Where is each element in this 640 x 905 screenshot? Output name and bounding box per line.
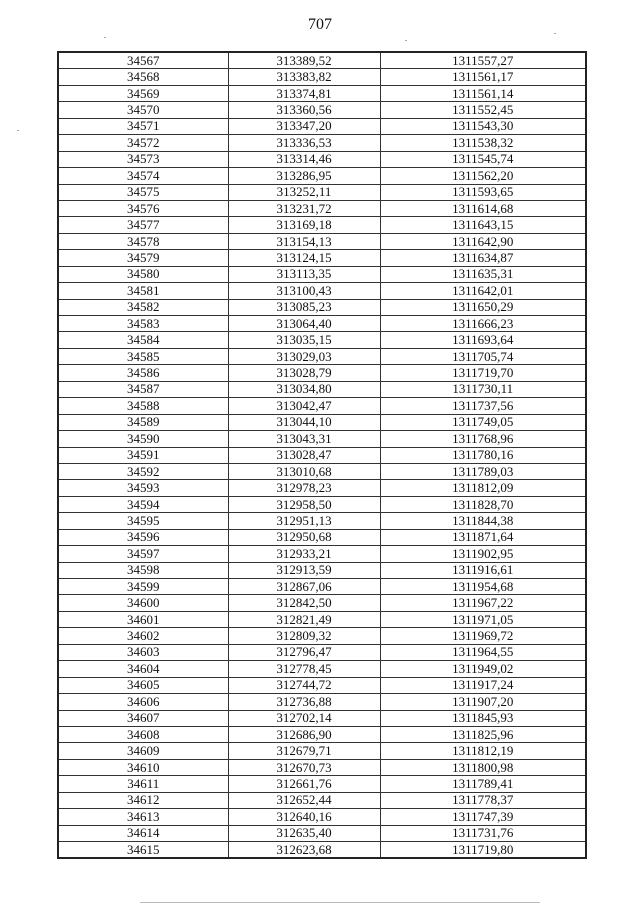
point-number-cell: 34572 [58, 135, 228, 151]
x-coordinate-cell: 312702,14 [228, 710, 380, 726]
table-row [58, 776, 586, 792]
y-coordinate-cell: 1311561,17 [380, 69, 586, 85]
y-coordinate-cell: 1311635,31 [380, 266, 586, 282]
point-number-cell: 34598 [58, 562, 228, 578]
x-coordinate-cell: 312679,71 [228, 743, 380, 759]
y-coordinate-cell: 1311825,96 [380, 726, 586, 742]
y-coordinate-cell: 1311749,05 [380, 414, 586, 430]
y-coordinate-cell: 1311552,45 [380, 102, 586, 118]
table-row [58, 102, 586, 118]
point-number-cell: 34586 [58, 365, 228, 381]
coordinates-table-body [58, 52, 586, 858]
x-coordinate-cell: 312950,68 [228, 529, 380, 545]
y-coordinate-cell: 1311780,16 [380, 447, 586, 463]
table-row [58, 118, 586, 134]
x-coordinate-cell: 312867,06 [228, 579, 380, 595]
point-number-cell: 34597 [58, 546, 228, 562]
table-row [58, 151, 586, 167]
point-number-cell: 34610 [58, 759, 228, 775]
point-number-cell: 34595 [58, 513, 228, 529]
x-coordinate-cell: 312796,47 [228, 644, 380, 660]
x-coordinate-cell: 313028,79 [228, 365, 380, 381]
x-coordinate-cell: 312744,72 [228, 677, 380, 693]
point-number-cell: 34590 [58, 431, 228, 447]
point-number-cell: 34569 [58, 85, 228, 101]
table-row [58, 809, 586, 825]
point-number-cell: 34580 [58, 266, 228, 282]
table-row [58, 184, 586, 200]
x-coordinate-cell: 312652,44 [228, 792, 380, 808]
y-coordinate-cell: 1311557,27 [380, 52, 586, 69]
point-number-cell: 34574 [58, 168, 228, 184]
table-row [58, 135, 586, 151]
table-row [58, 628, 586, 644]
y-coordinate-cell: 1311737,56 [380, 398, 586, 414]
table-row [58, 726, 586, 742]
table-row [58, 677, 586, 693]
point-number-cell: 34581 [58, 283, 228, 299]
point-number-cell: 34583 [58, 316, 228, 332]
x-coordinate-cell: 313154,13 [228, 233, 380, 249]
table-row [58, 299, 586, 315]
x-coordinate-cell: 312736,88 [228, 694, 380, 710]
point-number-cell: 34613 [58, 809, 228, 825]
y-coordinate-cell: 1311730,11 [380, 381, 586, 397]
page-number: 707 [308, 16, 332, 33]
x-coordinate-cell: 313029,03 [228, 348, 380, 364]
y-coordinate-cell: 1311719,70 [380, 365, 586, 381]
y-coordinate-cell: 1311871,64 [380, 529, 586, 545]
x-coordinate-cell: 312913,59 [228, 562, 380, 578]
x-coordinate-cell: 313314,46 [228, 151, 380, 167]
point-number-cell: 34601 [58, 611, 228, 627]
table-row [58, 332, 586, 348]
y-coordinate-cell: 1311967,22 [380, 595, 586, 611]
table-row [58, 398, 586, 414]
point-number-cell: 34579 [58, 250, 228, 266]
x-coordinate-cell: 312640,16 [228, 809, 380, 825]
x-coordinate-cell: 313383,82 [228, 69, 380, 85]
x-coordinate-cell: 313113,35 [228, 266, 380, 282]
table-row [58, 69, 586, 85]
bottom-rule [140, 902, 540, 903]
y-coordinate-cell: 1311789,03 [380, 463, 586, 479]
table-row [58, 266, 586, 282]
x-coordinate-cell: 313043,31 [228, 431, 380, 447]
point-number-cell: 34570 [58, 102, 228, 118]
table-row [58, 496, 586, 512]
y-coordinate-cell: 1311902,95 [380, 546, 586, 562]
table-row [58, 825, 586, 841]
point-number-cell: 34571 [58, 118, 228, 134]
table-row [58, 694, 586, 710]
x-coordinate-cell: 313169,18 [228, 217, 380, 233]
x-coordinate-cell: 312842,50 [228, 595, 380, 611]
table-row [58, 431, 586, 447]
point-number-cell: 34567 [58, 52, 228, 69]
point-number-cell: 34609 [58, 743, 228, 759]
scan-speck [17, 130, 19, 131]
table-row [58, 85, 586, 101]
table-row [58, 447, 586, 463]
point-number-cell: 34582 [58, 299, 228, 315]
y-coordinate-cell: 1311812,19 [380, 743, 586, 759]
table-row [58, 513, 586, 529]
scan-speck [554, 33, 556, 34]
x-coordinate-cell: 313252,11 [228, 184, 380, 200]
point-number-cell: 34603 [58, 644, 228, 660]
x-coordinate-cell: 312661,76 [228, 776, 380, 792]
coordinates-table [57, 51, 587, 859]
y-coordinate-cell: 1311705,74 [380, 348, 586, 364]
y-coordinate-cell: 1311845,93 [380, 710, 586, 726]
y-coordinate-cell: 1311538,32 [380, 135, 586, 151]
scan-speck [104, 37, 106, 38]
point-number-cell: 34607 [58, 710, 228, 726]
y-coordinate-cell: 1311971,05 [380, 611, 586, 627]
y-coordinate-cell: 1311562,20 [380, 168, 586, 184]
point-number-cell: 34573 [58, 151, 228, 167]
point-number-cell: 34612 [58, 792, 228, 808]
x-coordinate-cell: 313124,15 [228, 250, 380, 266]
point-number-cell: 34614 [58, 825, 228, 841]
y-coordinate-cell: 1311969,72 [380, 628, 586, 644]
y-coordinate-cell: 1311561,14 [380, 85, 586, 101]
y-coordinate-cell: 1311964,55 [380, 644, 586, 660]
table-row [58, 233, 586, 249]
point-number-cell: 34605 [58, 677, 228, 693]
point-number-cell: 34568 [58, 69, 228, 85]
y-coordinate-cell: 1311693,64 [380, 332, 586, 348]
x-coordinate-cell: 312821,49 [228, 611, 380, 627]
x-coordinate-cell: 312670,73 [228, 759, 380, 775]
x-coordinate-cell: 313286,95 [228, 168, 380, 184]
point-number-cell: 34604 [58, 661, 228, 677]
x-coordinate-cell: 312809,32 [228, 628, 380, 644]
table-row [58, 743, 586, 759]
x-coordinate-cell: 312623,68 [228, 842, 380, 859]
point-number-cell: 34611 [58, 776, 228, 792]
point-number-cell: 34615 [58, 842, 228, 859]
table-row [58, 480, 586, 496]
y-coordinate-cell: 1311642,01 [380, 283, 586, 299]
table-row [58, 348, 586, 364]
table-row [58, 611, 586, 627]
table-row [58, 759, 586, 775]
x-coordinate-cell: 313336,53 [228, 135, 380, 151]
y-coordinate-cell: 1311650,29 [380, 299, 586, 315]
table-row [58, 381, 586, 397]
y-coordinate-cell: 1311828,70 [380, 496, 586, 512]
point-number-cell: 34575 [58, 184, 228, 200]
y-coordinate-cell: 1311593,65 [380, 184, 586, 200]
table-row [58, 842, 586, 859]
point-number-cell: 34578 [58, 233, 228, 249]
y-coordinate-cell: 1311614,68 [380, 200, 586, 216]
table-row [58, 414, 586, 430]
y-coordinate-cell: 1311768,96 [380, 431, 586, 447]
table-row [58, 529, 586, 545]
x-coordinate-cell: 312978,23 [228, 480, 380, 496]
point-number-cell: 34594 [58, 496, 228, 512]
point-number-cell: 34591 [58, 447, 228, 463]
x-coordinate-cell: 313389,52 [228, 52, 380, 69]
x-coordinate-cell: 312933,21 [228, 546, 380, 562]
y-coordinate-cell: 1311916,61 [380, 562, 586, 578]
point-number-cell: 34599 [58, 579, 228, 595]
point-number-cell: 34593 [58, 480, 228, 496]
x-coordinate-cell: 313374,81 [228, 85, 380, 101]
table-row [58, 365, 586, 381]
y-coordinate-cell: 1311907,20 [380, 694, 586, 710]
table-row [58, 316, 586, 332]
y-coordinate-cell: 1311812,09 [380, 480, 586, 496]
x-coordinate-cell: 313034,80 [228, 381, 380, 397]
table-row [58, 250, 586, 266]
x-coordinate-cell: 312951,13 [228, 513, 380, 529]
scan-speck [405, 40, 407, 41]
point-number-cell: 34589 [58, 414, 228, 430]
y-coordinate-cell: 1311731,76 [380, 825, 586, 841]
point-number-cell: 34587 [58, 381, 228, 397]
x-coordinate-cell: 313035,15 [228, 332, 380, 348]
y-coordinate-cell: 1311666,23 [380, 316, 586, 332]
point-number-cell: 34600 [58, 595, 228, 611]
x-coordinate-cell: 313010,68 [228, 463, 380, 479]
x-coordinate-cell: 313347,20 [228, 118, 380, 134]
table-row [58, 168, 586, 184]
point-number-cell: 34577 [58, 217, 228, 233]
table-row [58, 217, 586, 233]
y-coordinate-cell: 1311543,30 [380, 118, 586, 134]
y-coordinate-cell: 1311800,98 [380, 759, 586, 775]
table-row [58, 562, 586, 578]
x-coordinate-cell: 313044,10 [228, 414, 380, 430]
point-number-cell: 34592 [58, 463, 228, 479]
point-number-cell: 34608 [58, 726, 228, 742]
point-number-cell: 34606 [58, 694, 228, 710]
x-coordinate-cell: 313360,56 [228, 102, 380, 118]
y-coordinate-cell: 1311917,24 [380, 677, 586, 693]
table-row [58, 595, 586, 611]
table-row [58, 52, 586, 69]
table-row [58, 644, 586, 660]
x-coordinate-cell: 313042,47 [228, 398, 380, 414]
x-coordinate-cell: 312958,50 [228, 496, 380, 512]
y-coordinate-cell: 1311642,90 [380, 233, 586, 249]
point-number-cell: 34585 [58, 348, 228, 364]
x-coordinate-cell: 313100,43 [228, 283, 380, 299]
y-coordinate-cell: 1311747,39 [380, 809, 586, 825]
y-coordinate-cell: 1311954,68 [380, 579, 586, 595]
table-row [58, 283, 586, 299]
x-coordinate-cell: 312635,40 [228, 825, 380, 841]
y-coordinate-cell: 1311789,41 [380, 776, 586, 792]
table-row [58, 463, 586, 479]
point-number-cell: 34596 [58, 529, 228, 545]
x-coordinate-cell: 313064,40 [228, 316, 380, 332]
point-number-cell: 34602 [58, 628, 228, 644]
table-row [58, 200, 586, 216]
table-row [58, 579, 586, 595]
x-coordinate-cell: 313028,47 [228, 447, 380, 463]
table-row [58, 546, 586, 562]
x-coordinate-cell: 313231,72 [228, 200, 380, 216]
table-row [58, 661, 586, 677]
point-number-cell: 34584 [58, 332, 228, 348]
y-coordinate-cell: 1311643,15 [380, 217, 586, 233]
x-coordinate-cell: 312686,90 [228, 726, 380, 742]
point-number-cell: 34576 [58, 200, 228, 216]
point-number-cell: 34588 [58, 398, 228, 414]
y-coordinate-cell: 1311719,80 [380, 842, 586, 859]
y-coordinate-cell: 1311949,02 [380, 661, 586, 677]
x-coordinate-cell: 313085,23 [228, 299, 380, 315]
y-coordinate-cell: 1311844,38 [380, 513, 586, 529]
y-coordinate-cell: 1311634,87 [380, 250, 586, 266]
x-coordinate-cell: 312778,45 [228, 661, 380, 677]
table-row [58, 792, 586, 808]
y-coordinate-cell: 1311778,37 [380, 792, 586, 808]
y-coordinate-cell: 1311545,74 [380, 151, 586, 167]
table-row [58, 710, 586, 726]
